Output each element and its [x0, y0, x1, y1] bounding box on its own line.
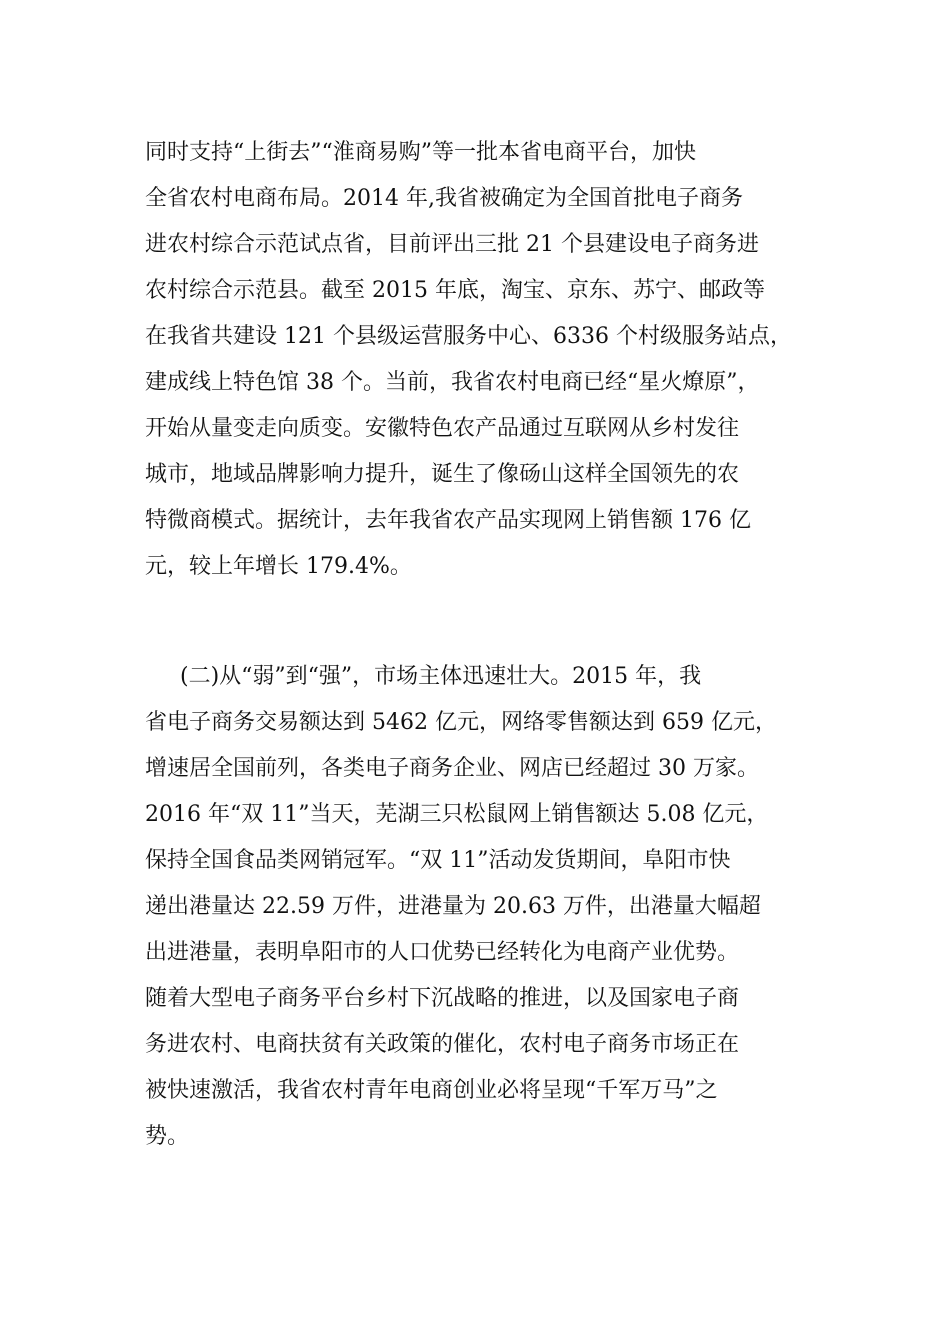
- text-line: 被快速激活，我省农村青年电商创业必将呈现“千军万马”之: [145, 1078, 718, 1103]
- text-line: 随着大型电子商务平台乡村下沉战略的推进，以及国家电子商: [145, 986, 740, 1011]
- text-line: 全省农村电商布局。2014 年,我省被确定为全国首批电子商务: [145, 186, 743, 211]
- text-line: 城市，地域品牌影响力提升，诞生了像砀山这样全国领先的农: [145, 462, 740, 487]
- section-heading-line: (二)从“弱”到“强”，市场主体迅速壮大。2015 年，我: [180, 664, 702, 689]
- text-line: 进农村综合示范试点省，目前评出三批 21 个县建设电子商务进: [145, 232, 759, 257]
- text-line: 务进农村、电商扶贫有关政策的催化，农村电子商务市场正在: [145, 1032, 740, 1057]
- text-line: 保持全国食品类网销冠军。“双 11”活动发货期间，阜阳市快: [145, 848, 731, 873]
- text-line: 元，较上年增长 179.4%。: [145, 554, 412, 579]
- text-line: 势。: [145, 1124, 190, 1149]
- text-line: 在我省共建设 121 个县级运营服务中心、6336 个村级服务站点，: [145, 324, 792, 349]
- text-line: 建成线上特色馆 38 个。当前，我省农村电商已经“星火燎原”，: [145, 370, 760, 395]
- text-line: 特微商模式。据统计，去年我省农产品实现网上销售额 176 亿: [145, 508, 751, 533]
- text-line: 递出港量达 22.59 万件，进港量为 20.63 万件，出港量大幅超: [145, 894, 761, 919]
- text-line: 2016 年“双 11”当天，芜湖三只松鼠网上销售额达 5.08 亿元，: [145, 802, 769, 827]
- text-line: 省电子商务交易额达到 5462 亿元，网络零售额达到 659 亿元，: [145, 710, 777, 735]
- text-line: 出进港量，表明阜阳市的人口优势已经转化为电商产业优势。: [145, 940, 740, 965]
- text-line: 增速居全国前列，各类电子商务企业、网店已经超过 30 万家。: [145, 756, 759, 781]
- text-line: 同时支持“上街去”“淮商易购”等一批本省电商平台，加快: [145, 140, 696, 165]
- text-line: 开始从量变走向质变。安徽特色农产品通过互联网从乡村发往: [145, 416, 740, 441]
- text-line: 农村综合示范县。截至 2015 年底，淘宝、京东、苏宁、邮政等: [145, 278, 765, 303]
